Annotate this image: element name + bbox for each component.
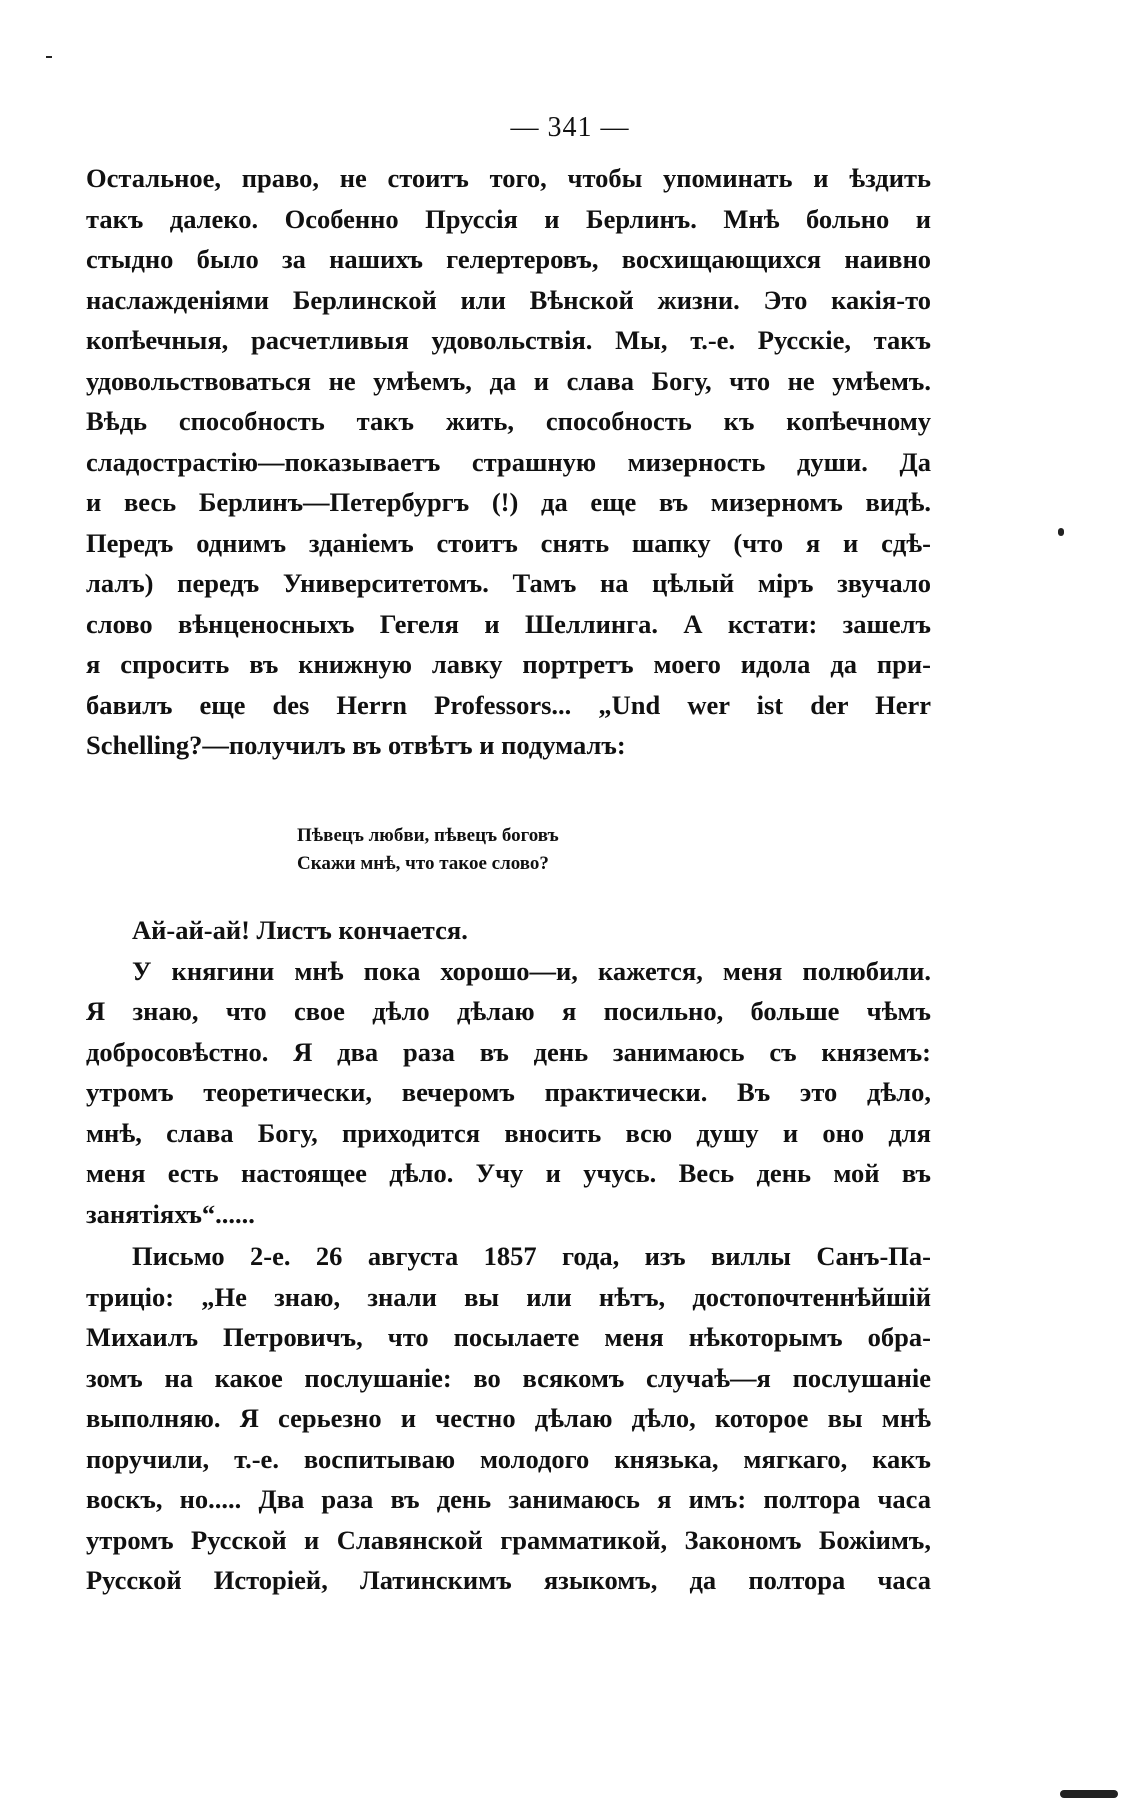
text-line: удовольствоваться не умѣемъ, да и слава Богу, что не умѣемъ.	[86, 365, 931, 396]
scan-speck	[46, 56, 52, 58]
text-line: меня есть настоящее дѣло. Учу и учусь. Весь день мой въ	[86, 1158, 931, 1188]
text-line: Ай-ай-ай! Листъ кончается.	[132, 915, 468, 945]
text-line: добросовѣстно. Я два раза въ день занимаюсь съ княземъ:	[86, 1036, 931, 1067]
text-line: Письмо 2-е. 26 августа 1857 года, изъ виллы Санъ-Па-	[132, 1241, 931, 1271]
text-line: Вѣдь способность такъ жить, способность къ копѣечному	[86, 406, 931, 436]
scan-smudge	[1060, 1790, 1118, 1798]
text-line: Михаилъ Петровичъ, что посылаете меня нѣкоторымъ обра-	[86, 1322, 931, 1352]
text-line: слово вѣнценосныхъ Гегеля и Шеллинга. А кстати: зашелъ	[86, 608, 931, 639]
verse-line: Скажи мнѣ, что такое слово?	[297, 853, 549, 874]
text-line: Русской Исторіей, Латинскимъ языкомъ, да полтора часа	[86, 1565, 931, 1595]
text-line: копѣечныя, расчетливыя удовольствія. Мы, т.-е. Русскіе, такъ	[86, 325, 931, 355]
page-number: — 341 —	[510, 112, 630, 143]
paragraph-1	[86, 158, 931, 766]
text-line: лалъ) передъ Университетомъ. Тамъ на цѣлый міръ звучало	[86, 568, 931, 598]
text-line: стыдно было за нашихъ гелертеровъ, восхищающихся наивно	[86, 244, 931, 274]
text-line: мнѣ, слава Богу, приходится вносить всю душу и оно для	[86, 1117, 931, 1148]
text-line: У княгини мнѣ пока хорошо—и, кажется, меня полюбили.	[132, 955, 931, 986]
text-line: и весь Берлинъ—Петербургъ (!) да еще въ мизерномъ видѣ.	[86, 487, 931, 517]
text-line: Передъ однимъ зданіемъ стоитъ снять шапку (что я и сдѣ-	[86, 527, 931, 558]
text-line: Остальное, право, не стоитъ того, чтобы упоминать и ѣздить	[86, 163, 931, 193]
verse-quote	[297, 822, 559, 878]
paragraph-3	[86, 1236, 931, 1601]
text-line: такъ далеко. Особенно Пруссія и Берлинъ. Мнѣ больно и	[86, 203, 931, 234]
text-line: Schelling?—получилъ въ отвѣтъ и подумалъ:	[86, 730, 626, 760]
scan-speck	[1058, 528, 1064, 536]
text-line: занятіяхъ“......	[86, 1198, 255, 1229]
text-line: поручили, т.-е. воспитываю молодого князька, мягкаго, какъ	[86, 1443, 931, 1474]
text-line: утромъ теоретически, вечеромъ практически. Въ это дѣло,	[86, 1077, 931, 1107]
paragraph-2	[86, 910, 931, 1234]
text-line: воскъ, но..... Два раза въ день занимаюсь я имъ: полтора часа	[86, 1484, 931, 1514]
text-line: выполняю. Я серьезно и честно дѣлаю дѣло, которое вы мнѣ	[86, 1403, 931, 1433]
text-line: наслажденіями Берлинской или Вѣнской жизни. Это какія-то	[86, 284, 931, 315]
text-line: сладострастію—показываетъ страшную мизерность души. Да	[86, 446, 931, 477]
text-line: Я знаю, что свое дѣло дѣлаю я посильно, больше чѣмъ	[86, 996, 931, 1026]
text-line: триціо: „Не знаю, знали вы или нѣтъ, достопочтеннѣйшій	[86, 1281, 931, 1312]
text-line: я спросить въ книжную лавку портретъ моего идола да при-	[86, 649, 931, 679]
verse-line: Пѣвецъ любви, пѣвецъ боговъ	[297, 825, 559, 846]
text-line: бавилъ еще des Herrn Professors... „Und wer ist der Herr	[86, 689, 931, 720]
text-line: утромъ Русской и Славянской грамматикой, Закономъ Божіимъ,	[86, 1524, 931, 1555]
text-line: зомъ на какое послушаніе: во всякомъ случаѣ—я послушаніе	[86, 1362, 931, 1393]
